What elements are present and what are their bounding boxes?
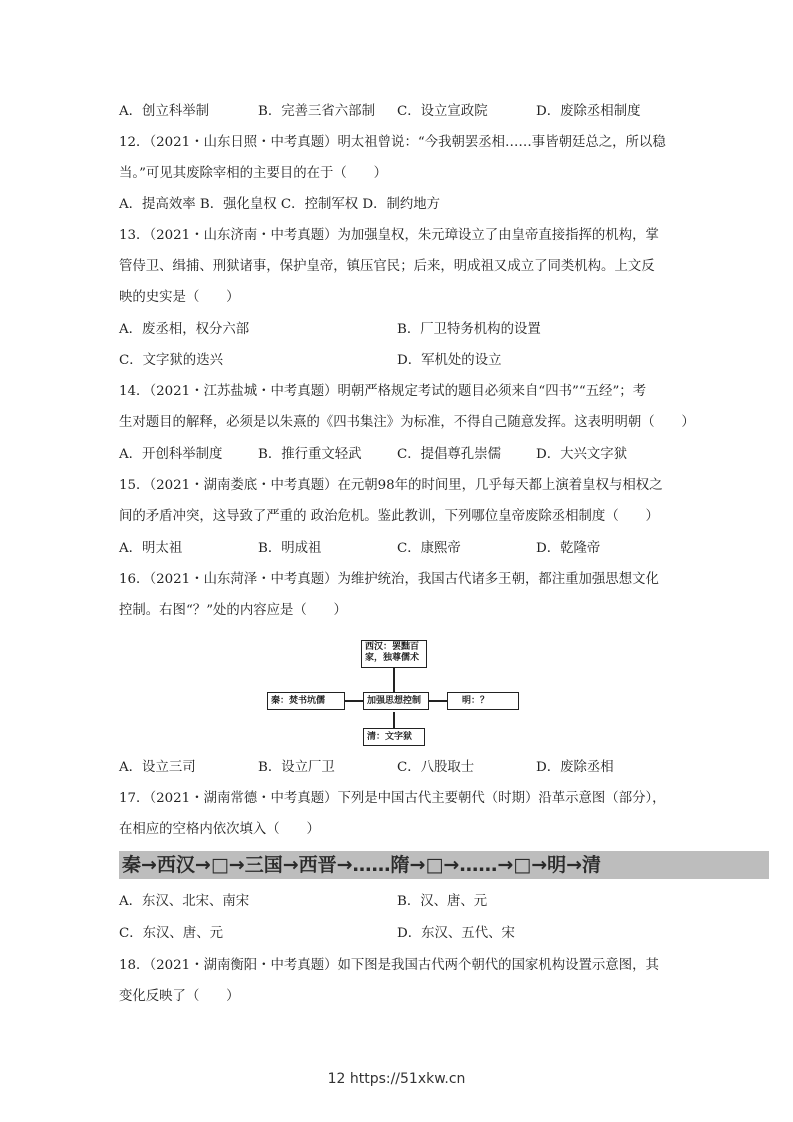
q17-option-b: B．汉、唐、元 xyxy=(397,894,488,909)
diagram-box-qing: 清：文字狱 xyxy=(363,728,425,746)
q17-option-c: C．东汉、唐、元 xyxy=(119,926,223,941)
diagram-box-ming: 明：？ xyxy=(447,692,519,710)
q18-stem-line2: 变化反映了（ ） xyxy=(119,989,240,1004)
diagram-box-western-han xyxy=(361,640,427,668)
q14-option-d: D．大兴文字狱 xyxy=(536,447,628,462)
connector-bottom xyxy=(393,712,395,728)
q15-option-b: B．明成祖 xyxy=(258,541,322,556)
q16-option-a: A．设立三司 xyxy=(119,760,196,775)
q13-option-b: B．厂卫特务机构的设置 xyxy=(397,322,541,337)
western-han-line1: 西汉：罢黜百 xyxy=(365,642,420,652)
q17-option-d: D．东汉、五代、宋 xyxy=(397,926,515,941)
q13-stem-line2: 管侍卫、缉捕、刑狱诸事，保护皇帝，镇压官民；后来，明成祖又成立了同类机构。上文反 xyxy=(119,259,655,274)
thought-control-diagram xyxy=(265,630,525,750)
diagram-box-qin: 秦：焚书坑儒 xyxy=(267,692,345,710)
q11-option-b: B．完善三省六部制 xyxy=(258,104,375,119)
western-han-line2: 家，独尊儒术 xyxy=(365,653,420,663)
q13-option-a: A．废丞相，权分六部 xyxy=(119,322,250,337)
q16-stem-line1: 16．（2021・山东菏泽・中考真题）为维护统治，我国古代诸多王朝，都注重加强思想文化 xyxy=(119,572,659,587)
dynasty-timeline: 秦→西汉→□→三国→西晋→……隋→□→……→□→明→清 xyxy=(119,851,769,879)
q17-stem-line1: 17．（2021・湖南常德・中考真题）下列是中国古代主要朝代（时期）沿革示意图（部分）， xyxy=(119,791,666,806)
q16-option-d: D．废除丞相 xyxy=(536,760,614,775)
q15-option-d: D．乾隆帝 xyxy=(536,541,601,556)
connector-right xyxy=(429,700,447,702)
q12-stem-line2: 当。”可见其废除宰相的主要目的在于（ ） xyxy=(119,166,387,181)
q18-stem-line1: 18．（2021・湖南衡阳・中考真题）如下图是我国古代两个朝代的国家机构设置示意图，其 xyxy=(119,958,659,973)
q15-option-c: C．康熙帝 xyxy=(397,541,461,556)
q14-stem-line2: 生对题目的解释，必须是以朱熹的《四书集注》为标准，不得自己随意发挥。这表明明朝（ ） xyxy=(119,415,695,430)
q15-stem-line2: 间的矛盾冲突，这导致了严重的 政治危机。鉴此教训，下列哪位皇帝废除丞相制度（ ） xyxy=(119,509,659,524)
q15-option-a: A．明太祖 xyxy=(119,541,183,556)
connector-top xyxy=(393,668,395,694)
connector-left xyxy=(345,700,363,702)
q16-option-b: B．设立厂卫 xyxy=(258,760,335,775)
page-footer: 12 https://51xkw.cn xyxy=(327,1071,466,1087)
q14-option-c: C．提倡尊孔崇儒 xyxy=(397,447,501,462)
diagram-box-center: 加强思想控制 xyxy=(363,692,429,710)
q14-option-a: A．开创科举制度 xyxy=(119,447,223,462)
q16-stem-line2: 控制。右图“？”处的内容应是（ ） xyxy=(119,603,347,618)
q16-option-c: C．八股取士 xyxy=(397,760,475,775)
q14-option-b: B．推行重文轻武 xyxy=(258,447,362,462)
q17-stem-line2: 在相应的空格内依次填入（ ） xyxy=(119,822,320,837)
q17-option-a: A．东汉、北宋、南宋 xyxy=(119,894,250,909)
q13-stem-line1: 13．（2021・山东济南・中考真题）为加强皇权，朱元璋设立了由皇帝直接指挥的机构，掌 xyxy=(119,228,659,243)
q13-option-d: D．军机处的设立 xyxy=(397,353,502,368)
q11-option-d: D．废除丞相制度 xyxy=(536,104,641,119)
q11-option-c: C．设立宣政院 xyxy=(397,104,488,119)
q11-option-a: A．创立科举制 xyxy=(119,104,210,119)
q12-options: A．提高效率 B．强化皇权 C．控制军权 D．制约地方 xyxy=(119,197,441,212)
q13-stem-line3: 映的史实是（ ） xyxy=(119,290,240,305)
q13-option-c: C．文字狱的迭兴 xyxy=(119,353,223,368)
q15-stem-line1: 15．（2021・湖南娄底・中考真题）在元朝98年的时间里，几乎每天都上演着皇权与相权之 xyxy=(119,478,663,493)
q14-stem-line1: 14．（2021・江苏盐城・中考真题）明朝严格规定考试的题目必须来自“四书”“五经”；考 xyxy=(119,384,647,399)
q12-stem-line1: 12．（2021・山东日照・中考真题）明太祖曾说：“今我朝罢丞相……事皆朝廷总之，所以稳 xyxy=(119,135,666,150)
